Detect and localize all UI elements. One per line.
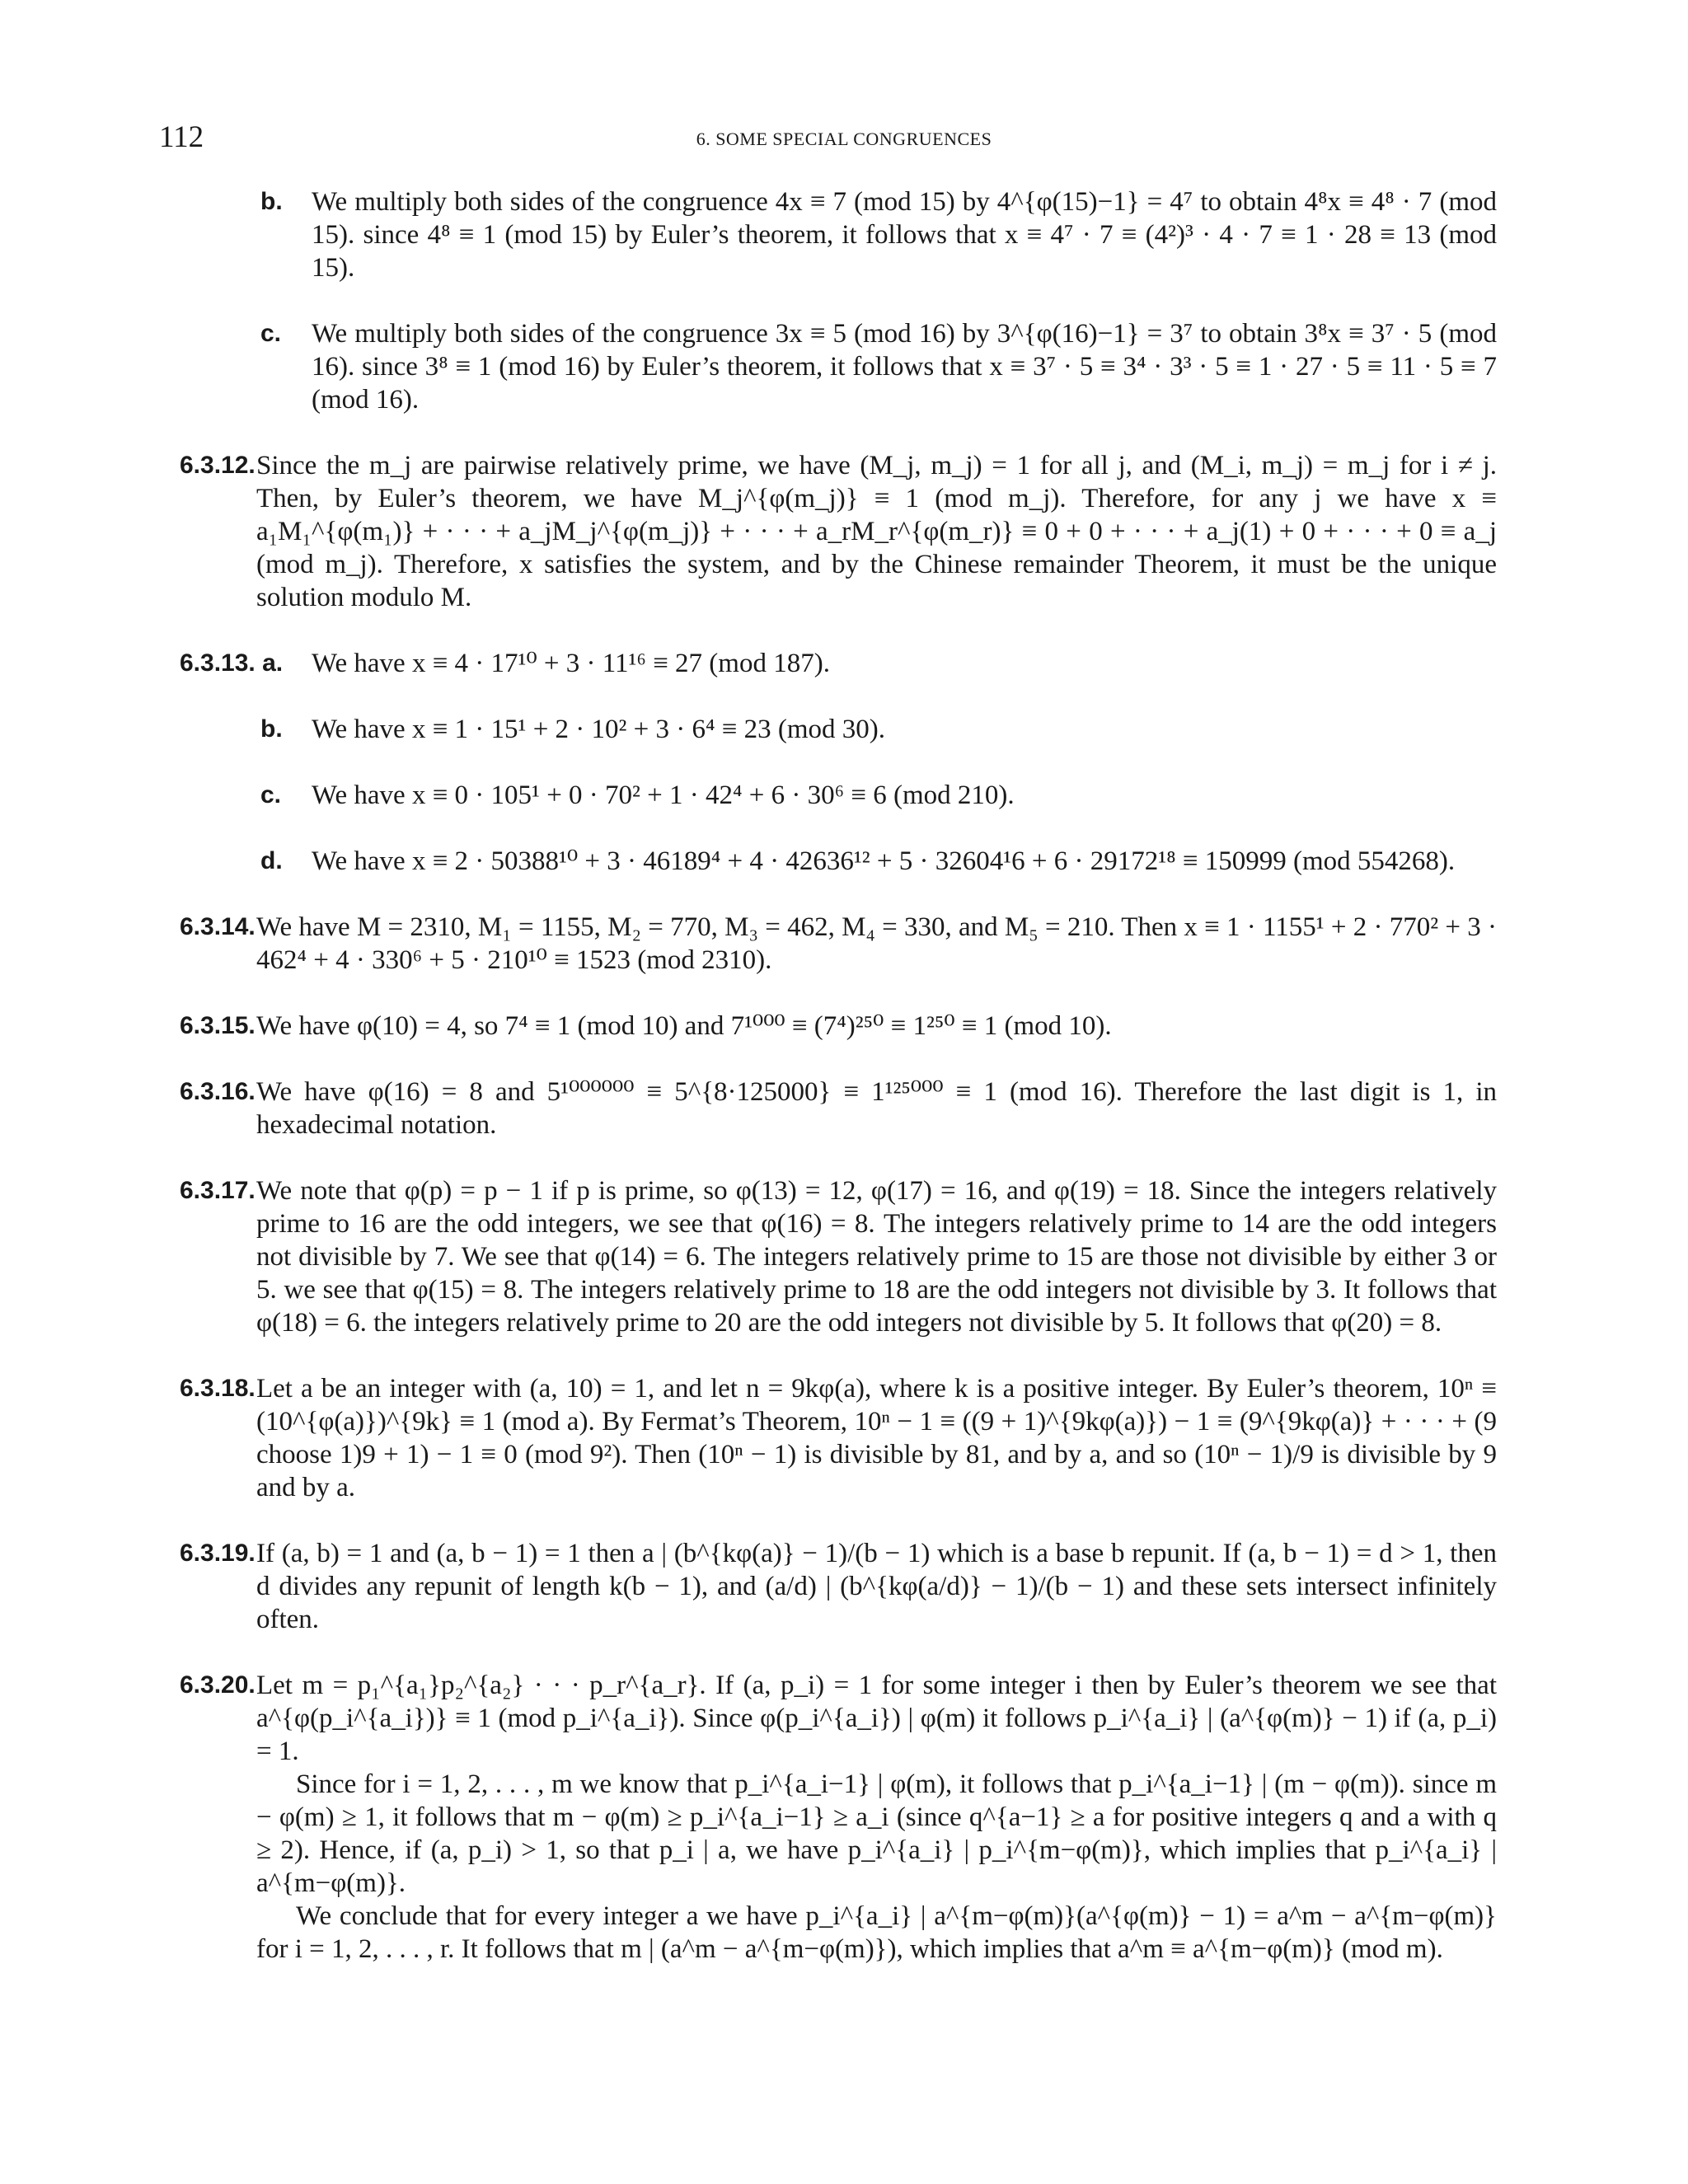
- solution-6-3-16: [180, 1076, 1497, 1141]
- item-text: We have φ(16) = 8 and 5¹⁰⁰⁰⁰⁰⁰ ≡ 5^{8·125000} ≡ 1¹²⁵⁰⁰⁰ ≡ 1 (mod 16). Therefore the last digit is 1, in hexadecimal notation.: [256, 1077, 1497, 1140]
- item-label: 6.3.17.: [180, 1177, 256, 1204]
- solution-6-3-12: [180, 449, 1497, 614]
- paragraph-2: Since for i = 1, 2, . . . , m we know that p_i^{a_i−1} | φ(m), it follows that p_i^{a_i−1} | (m − φ(m)). since m − φ(m) ≥ 1, it follows that m − φ(m) ≥ p_i^{a_i−1} ≥ a_i (since q^{a−1} ≥ a for positive integers q and a with q ≥ 2). Hence, if (a, p_i) > 1, so that p_i | a, we have p_i^{a_i} | p_i^{m−φ(m)}, which implies that p_i^{a_i} | a^{m−φ(m)}.: [256, 1769, 1497, 1898]
- solution-6-3-13-a: [180, 647, 1497, 680]
- item-text: We multiply both sides of the congruence 3x ≡ 5 (mod 16) by 3^{φ(16)−1} = 3⁷ to obtain 3⁸x ≡ 3⁷ · 5 (mod 16). since 3⁸ ≡ 1 (mod 16) by Euler’s theorem, it follows that x ≡ 3⁷ · 5 ≡ 3⁴ · 3³ · 5 ≡ 1 · 27 · 5 ≡ 11 · 5 ≡ 7 (mod 16).: [312, 319, 1497, 415]
- solution-6-3-15: [180, 1010, 1497, 1043]
- solution-6-3-19: [180, 1537, 1497, 1636]
- solution-6-3-13-b: [180, 713, 1497, 746]
- item-text: We note that φ(p) = p − 1 if p is prime, so φ(13) = 12, φ(17) = 16, and φ(19) = 18. Since the integers relatively prime to 16 are the odd integers, we see that φ(16) = 8. The integers relatively prime to 14 are the odd integers not divisible by 7. We see that φ(14) = 6. The integers relatively prime to 15 are those not divisible by either 3 or 5. we see that φ(15) = 8. The integers relatively prime to 18 are the odd integers not divisible by 3. It follows that φ(18) = 6. the integers relatively prime to 20 are the odd integers not divisible by 5. It follows that φ(20) = 8.: [256, 1176, 1497, 1338]
- item-text: We have M = 2310, M₁ = 1155, M₂ = 770, M₃ = 462, M₄ = 330, and M₅ = 210. Then x ≡ 1 · 1155¹ + 2 · 770² + 3 · 462⁴ + 4 · 330⁶ + 5 · 210¹⁰ ≡ 1523 (mod 2310).: [256, 912, 1497, 975]
- item-label: d.: [260, 847, 283, 874]
- item-text: We have x ≡ 2 · 50388¹⁰ + 3 · 46189⁴ + 4 · 42636¹² + 5 · 32604¹6 + 6 · 29172¹⁸ ≡ 150999 (mod 554268).: [312, 846, 1456, 876]
- item-text: We have x ≡ 1 · 15¹ + 2 · 10² + 3 · 6⁴ ≡ 23 (mod 30).: [312, 715, 886, 744]
- item-label: 6.3.18.: [180, 1375, 256, 1402]
- solution-6-3-11-b: [180, 185, 1497, 284]
- item-text: We have x ≡ 0 · 105¹ + 0 · 70² + 1 · 42⁴ + 6 · 30⁶ ≡ 6 (mod 210).: [312, 780, 1015, 810]
- item-label: b.: [260, 715, 283, 743]
- item-label: c.: [260, 320, 282, 347]
- page-number: 112: [159, 120, 204, 154]
- item-label: 6.3.15.: [180, 1012, 256, 1039]
- item-text: We have x ≡ 4 · 17¹⁰ + 3 · 11¹⁶ ≡ 27 (mod 187).: [312, 649, 830, 678]
- item-label: b.: [260, 188, 283, 215]
- solution-6-3-13-c: [180, 779, 1497, 812]
- item-label: 6.3.12.: [180, 452, 256, 479]
- item-label: 6.3.19.: [180, 1540, 256, 1567]
- solution-6-3-11-c: [180, 317, 1497, 416]
- item-label: c.: [260, 781, 282, 808]
- item-label: 6.3.16.: [180, 1078, 256, 1105]
- solution-6-3-20: [180, 1669, 1497, 1966]
- item-text: Let a be an integer with (a, 10) = 1, and let n = 9kφ(a), where k is a positive integer. By Euler’s theorem, 10ⁿ ≡ (10^{φ(a)})^{9k} ≡ 1 (mod a). By Fermat’s Theorem, 10ⁿ − 1 ≡ ((9 + 1)^{9kφ(a)}) − 1 ≡ (9^{9kφ(a)} + · · · + (9 choose 1)9 + 1) − 1 ≡ 0 (mod 9²). Then (10ⁿ − 1) is divisible by 81, and by a, and so (10ⁿ − 1)/9 is divisible by 9 and by a.: [256, 1374, 1497, 1502]
- paragraph-1: Let m = p₁^{a₁}p₂^{a₂} · · · p_r^{a_r}. If (a, p_i) = 1 for some integer i then by Euler’s theorem we see that a^{φ(p_i^{a_i})} ≡ 1 (mod p_i^{a_i}). Since φ(p_i^{a_i}) | φ(m) it follows p_i^{a_i} | (a^{φ(m)} − 1) if (a, p_i) = 1.: [256, 1671, 1497, 1766]
- paragraph-3: We conclude that for every integer a we have p_i^{a_i} | a^{m−φ(m)}(a^{φ(m)} − 1) = a^m − a^{m−φ(m)} for i = 1, 2, . . . , r. It follows that m | (a^m − a^{m−φ(m)}), which implies that a^m ≡ a^{m−φ(m)} (mod m).: [256, 1901, 1497, 1964]
- solution-6-3-17: [180, 1174, 1497, 1339]
- solution-6-3-14: [180, 911, 1497, 977]
- item-text: We multiply both sides of the congruence 4x ≡ 7 (mod 15) by 4^{φ(15)−1} = 4⁷ to obtain 4⁸x ≡ 4⁸ · 7 (mod 15). since 4⁸ ≡ 1 (mod 15) by Euler’s theorem, it follows that x ≡ 4⁷ · 7 ≡ (4²)³ · 4 · 7 ≡ 1 · 28 ≡ 13 (mod 15).: [312, 187, 1497, 283]
- item-label: 6.3.14.: [180, 913, 256, 940]
- running-header: 6. SOME SPECIAL CONGRUENCES: [696, 129, 992, 149]
- item-text: If (a, b) = 1 and (a, b − 1) = 1 then a | (b^{kφ(a)} − 1)/(b − 1) which is a base b repunit. If (a, b − 1) = d > 1, then d divides any repunit of length k(b − 1), and (a/d) | (b^{kφ(a/d)} − 1)/(b − 1) and these sets intersect infinitely often.: [256, 1539, 1497, 1634]
- item-label: 6.3.13. a.: [180, 649, 284, 677]
- solution-6-3-13-d: [180, 845, 1497, 878]
- item-label: 6.3.20.: [180, 1671, 256, 1699]
- item-text: We have φ(10) = 4, so 7⁴ ≡ 1 (mod 10) and 7¹⁰⁰⁰ ≡ (7⁴)²⁵⁰ ≡ 1²⁵⁰ ≡ 1 (mod 10).: [256, 1011, 1112, 1041]
- solutions-body: [180, 185, 1497, 1966]
- solution-6-3-18: [180, 1372, 1497, 1504]
- item-text: Since the m_j are pairwise relatively prime, we have (M_j, m_j) = 1 for all j, and (M_i, m_j) = m_j for i ≠ j. Then, by Euler’s theorem, we have M_j^{φ(m_j)} ≡ 1 (mod m_j). Therefore, for any j we have x ≡ a₁M₁^{φ(m₁)} + · · · + a_jM_j^{φ(m_j)} + · · · + a_rM_r^{φ(m_r)} ≡ 0 + 0 + · · · + a_j(1) + 0 + · · · + 0 ≡ a_j (mod m_j). Therefore, x satisfies the system, and by the Chinese remainder Theorem, it must be the unique solution modulo M.: [256, 451, 1497, 612]
